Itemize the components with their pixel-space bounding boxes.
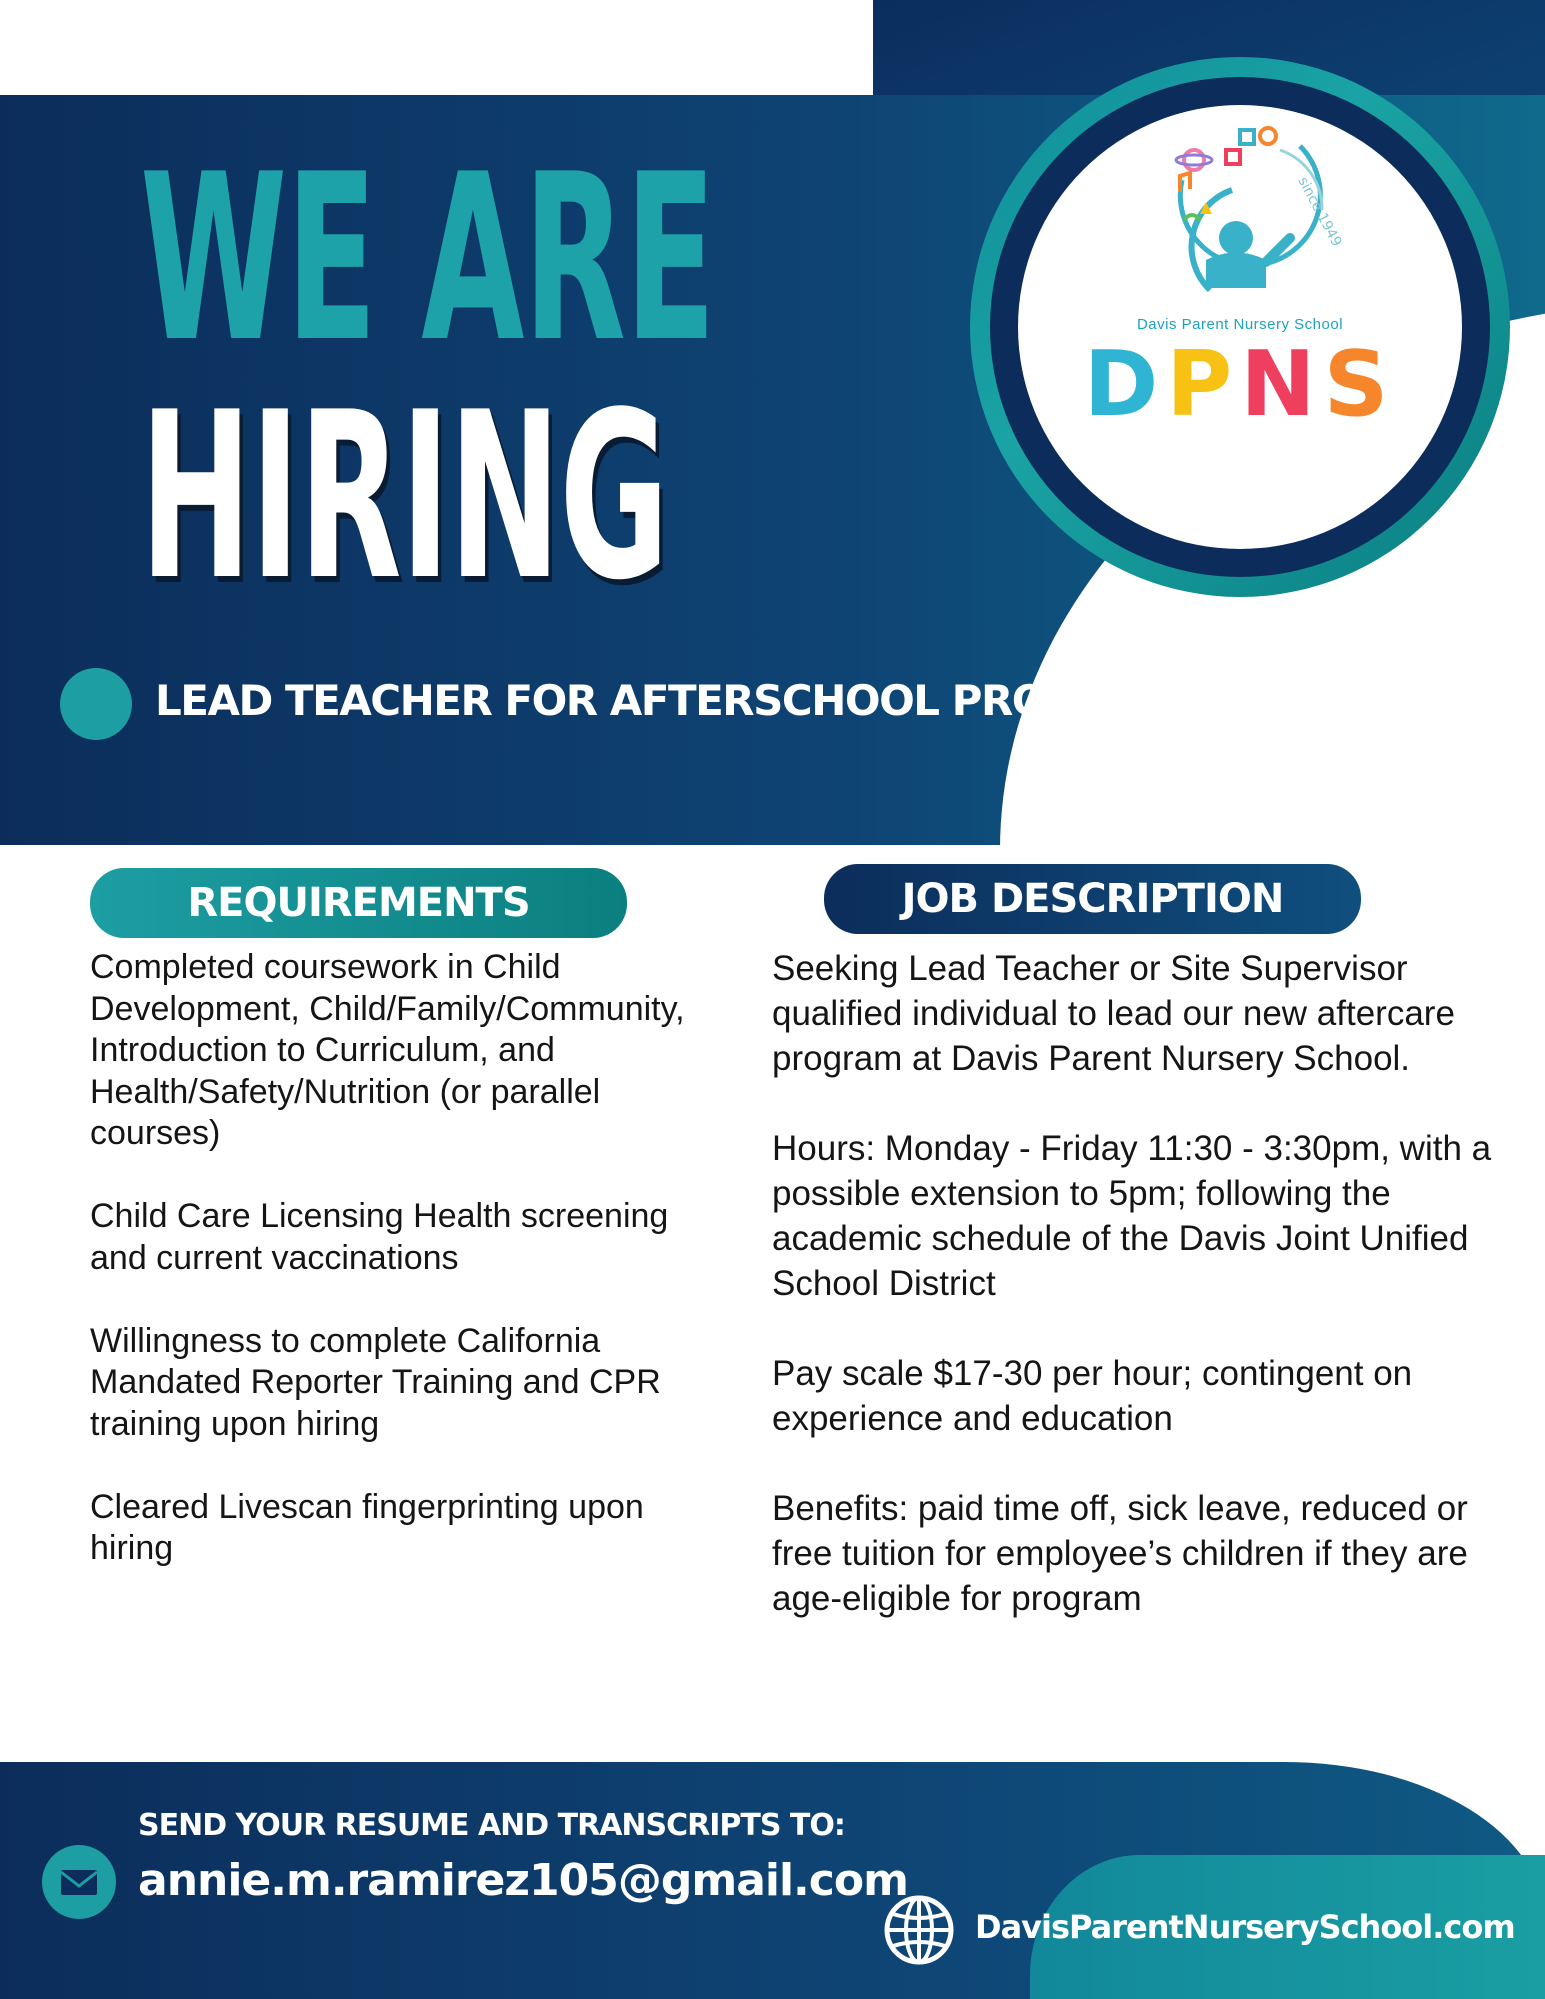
- logo-letter-p: P: [1166, 332, 1241, 437]
- logo-child-head: [1219, 221, 1253, 255]
- logo-since-text: since 1949: [1294, 174, 1345, 250]
- logo-block-icon: [1226, 150, 1240, 164]
- logo-letter-s: S: [1323, 332, 1397, 437]
- requirements-list: [90, 947, 730, 1611]
- logo-block-icon-2: [1240, 130, 1254, 144]
- job-description-item: Benefits: paid time off, sick leave, reduced or free tuition for employee’s children if they are age-eligible for program: [772, 1489, 1468, 1618]
- role-title: LEAD TEACHER FOR AFTERSCHOOL PROGRAM: [155, 676, 1182, 725]
- footer-heading: SEND YOUR RESUME AND TRANSCRIPTS TO:: [138, 1808, 845, 1843]
- logo-letter-d: D: [1083, 332, 1167, 437]
- logo-music-icon: [1180, 173, 1190, 192]
- logo-school-name: Davis Parent Nursery School: [1136, 316, 1344, 333]
- logo-child-body: [1206, 253, 1266, 289]
- job-description-item: Pay scale $17-30 per hour; contingent on experience and education: [772, 1354, 1413, 1438]
- job-description-item: Hours: Monday - Friday 11:30 - 3:30pm, with a possible extension to 5pm; following the academic schedule of the Davis Joint Unified School District: [772, 1129, 1492, 1303]
- logo-illustration: [1140, 110, 1350, 310]
- requirement-item: Completed coursework in Child Development, Child/Family/Community, Introduction to Curriculum, and Health/Safety/Nutrition (or parallel courses): [90, 948, 685, 1152]
- requirement-item: Willingness to complete California Mandated Reporter Training and CPR training upon hiring: [90, 1321, 661, 1443]
- headline-we-are: WE ARE: [140, 126, 715, 393]
- logo-leaf-icon: [1184, 215, 1200, 220]
- requirements-heading: REQUIREMENTS: [90, 868, 627, 938]
- logo-flower-icon: [1260, 128, 1276, 144]
- email-link[interactable]: annie.m.ramirez105@gmail.com: [138, 1855, 908, 1906]
- logo-letter-n: N: [1240, 332, 1324, 437]
- job-description-list: [772, 946, 1527, 1666]
- circle-bullet-icon: [60, 668, 132, 740]
- mail-icon: [42, 1845, 116, 1919]
- logo-acronym: [1018, 332, 1462, 437]
- job-description-item: Seeking Lead Teacher or Site Supervisor qualified individual to lead our new aftercare program at Davis Parent Nursery School.: [772, 949, 1455, 1078]
- requirement-item: Child Care Licensing Health screening and current vaccinations: [90, 1197, 669, 1277]
- job-description-heading: JOB DESCRIPTION: [824, 864, 1361, 934]
- website-link[interactable]: DavisParentNurserySchool.com: [975, 1908, 1515, 1946]
- logo-planet-icon: [1184, 150, 1204, 170]
- headline-hiring: HIRING: [140, 364, 668, 631]
- requirement-item: Cleared Livescan fingerprinting upon hiring: [90, 1487, 644, 1567]
- logo-planet-ring: [1176, 155, 1212, 165]
- globe-icon: [882, 1893, 956, 1967]
